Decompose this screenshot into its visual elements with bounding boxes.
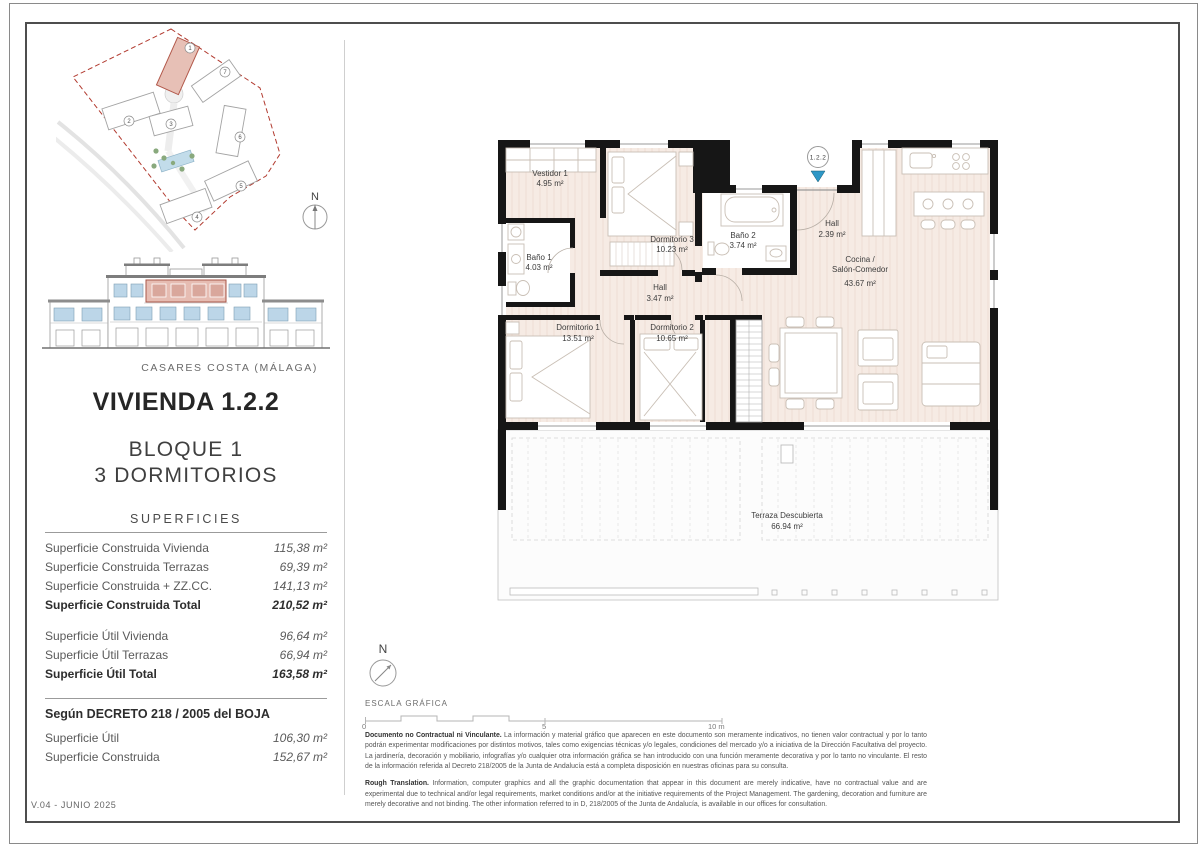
svg-text:66.94 m²: 66.94 m² xyxy=(771,522,803,531)
room-label-vestidor: Vestidor 1 xyxy=(532,169,568,178)
dining-table xyxy=(769,317,842,409)
surface-row-total: Superficie Útil Total 163,58 m² xyxy=(45,667,327,682)
site-plan xyxy=(56,26,340,257)
apartment-floor-plan xyxy=(490,130,1006,617)
room-label-dorm3: Dormitorio 3 xyxy=(650,235,694,244)
location-label: CASARES COSTA (MÁLAGA) xyxy=(141,362,318,374)
surfaces-rule xyxy=(45,532,327,533)
svg-text:Salón-Comedor: Salón-Comedor xyxy=(831,265,889,274)
unit-title: VIVIENDA 1.2.2 xyxy=(92,388,280,416)
svg-text:N: N xyxy=(311,191,319,203)
bedrooms-label: 3 DORMITORIOS xyxy=(94,463,278,487)
site-north-arrow xyxy=(303,191,327,229)
surfaces-heading: SUPERFICIES xyxy=(130,512,242,527)
building-elevation xyxy=(38,252,334,365)
kitchen-units xyxy=(862,148,988,236)
disclaimer-es: Documento no Contractual ni Vinculante. La información y material gráfico que aparecen en este documento son meramente indicativos, no tienen valor contractual y por lo tanto podrán experimentar modificaciones por distintos motivos, tales como exigencias técnicas y/o legales, condiciones del mercado y/o a iniciativa de la Dirección Facultativa del proyecto. La jardinería, decoración y mobiliario, infografías y/o cualquier otra información gráfica se han introducido con una función meramente decorativa y por lo tanto no vinculante. El resto de la información referida al Decreto 218/2005 de la Junta de Andalucía está a completa disposición en nuestras oficinas para su consulta. xyxy=(365,732,927,771)
scale-tick-0: 0 xyxy=(362,722,367,731)
room-label-hall-entrance: Hall xyxy=(825,219,839,228)
building-7 xyxy=(191,60,240,103)
surface-row: Superficie Construida + ZZ.CC. 141,13 m² xyxy=(45,579,327,594)
scale-tick-5: 5 xyxy=(542,722,547,731)
svg-text:6: 6 xyxy=(238,135,242,142)
surface-row-total: Superficie Construida Total 210,52 m² xyxy=(45,598,327,613)
bed-dorm2 xyxy=(640,334,702,420)
north-letter: N xyxy=(378,642,388,656)
room-label-cocina: Cocina / xyxy=(845,255,875,264)
info-panel xyxy=(45,388,327,767)
site-plan-drawing xyxy=(56,26,340,252)
staircase xyxy=(736,320,762,422)
svg-text:3.47 m²: 3.47 m² xyxy=(646,294,674,303)
block-label: BLOQUE 1 xyxy=(128,438,244,461)
building-6 xyxy=(216,105,246,156)
bed-dorm1 xyxy=(506,336,590,418)
room-label-bano2: Baño 2 xyxy=(730,231,756,240)
svg-text:4: 4 xyxy=(195,215,199,222)
room-label-hall: Hall xyxy=(653,283,667,292)
decree-rule xyxy=(45,698,327,699)
svg-text:3: 3 xyxy=(169,122,173,129)
scale-heading: ESCALA GRÁFICA xyxy=(365,699,448,708)
room-label-bano1: Baño 1 xyxy=(526,253,552,262)
north-arrow xyxy=(362,642,406,697)
scale-tick-10: 10 m xyxy=(708,722,725,731)
version-label: V.04 - JUNIO 2025 xyxy=(31,800,117,810)
svg-text:43.67 m²: 43.67 m² xyxy=(844,279,876,288)
building-4 xyxy=(160,188,212,223)
surface-row: Superficie Útil Vivienda 96,64 m² xyxy=(45,629,327,644)
surface-row: Superficie Construida Vivienda 115,38 m² xyxy=(45,541,327,556)
svg-text:3.74 m²: 3.74 m² xyxy=(729,241,757,250)
svg-text:7: 7 xyxy=(223,70,227,77)
kitchen-island xyxy=(914,192,984,216)
room-label-dorm1: Dormitorio 1 xyxy=(556,323,600,332)
svg-text:5: 5 xyxy=(239,184,243,191)
svg-text:4.03 m²: 4.03 m² xyxy=(525,263,553,272)
decree-row: Superficie Útil 106,30 m² xyxy=(45,731,327,746)
legal-disclaimer xyxy=(365,731,927,818)
svg-text:13.51 m²: 13.51 m² xyxy=(562,334,594,343)
svg-text:1: 1 xyxy=(188,46,192,53)
room-label-dorm2: Dormitorio 2 xyxy=(650,323,694,332)
surface-row: Superficie Útil Terrazas 66,94 m² xyxy=(45,648,327,663)
decree-row: Superficie Construida 152,67 m² xyxy=(45,750,327,765)
column-divider-line xyxy=(344,40,345,795)
room-label-terraza: Terraza Descubierta xyxy=(751,511,823,520)
bed-dorm3 xyxy=(608,152,676,236)
svg-text:2.39 m²: 2.39 m² xyxy=(818,230,846,239)
decree-heading: Según DECRETO 218 / 2005 del BOJA xyxy=(45,707,270,722)
unit-marker-label: 1.2.2 xyxy=(809,154,827,162)
svg-text:10.65 m²: 10.65 m² xyxy=(656,334,688,343)
surface-row: Superficie Construida Terrazas 69,39 m² xyxy=(45,560,327,575)
disclaimer-en: Rough Translation. Information, computer graphics and all the graphic documentation that appear in this document are merely indicative, have no contractual value and are experimental due to technical and/or legal requirements, market conditions and/or at the initiative requirements of the Project Management. The gardening, decoration and furniture are merely decorative and not binding. The other information referred to in D, 218/2005 of the Junta de Andalucía, is available in our offices for consultation. xyxy=(365,780,927,809)
elevation-drawing xyxy=(38,252,334,360)
building-5 xyxy=(205,161,258,201)
unit-subtitle xyxy=(45,437,327,488)
svg-text:2: 2 xyxy=(127,119,131,126)
svg-text:4.95 m²: 4.95 m² xyxy=(536,179,564,188)
svg-text:10.23 m²: 10.23 m² xyxy=(656,245,688,254)
floor-plan-drawing xyxy=(490,130,1006,612)
terrace xyxy=(498,430,998,600)
